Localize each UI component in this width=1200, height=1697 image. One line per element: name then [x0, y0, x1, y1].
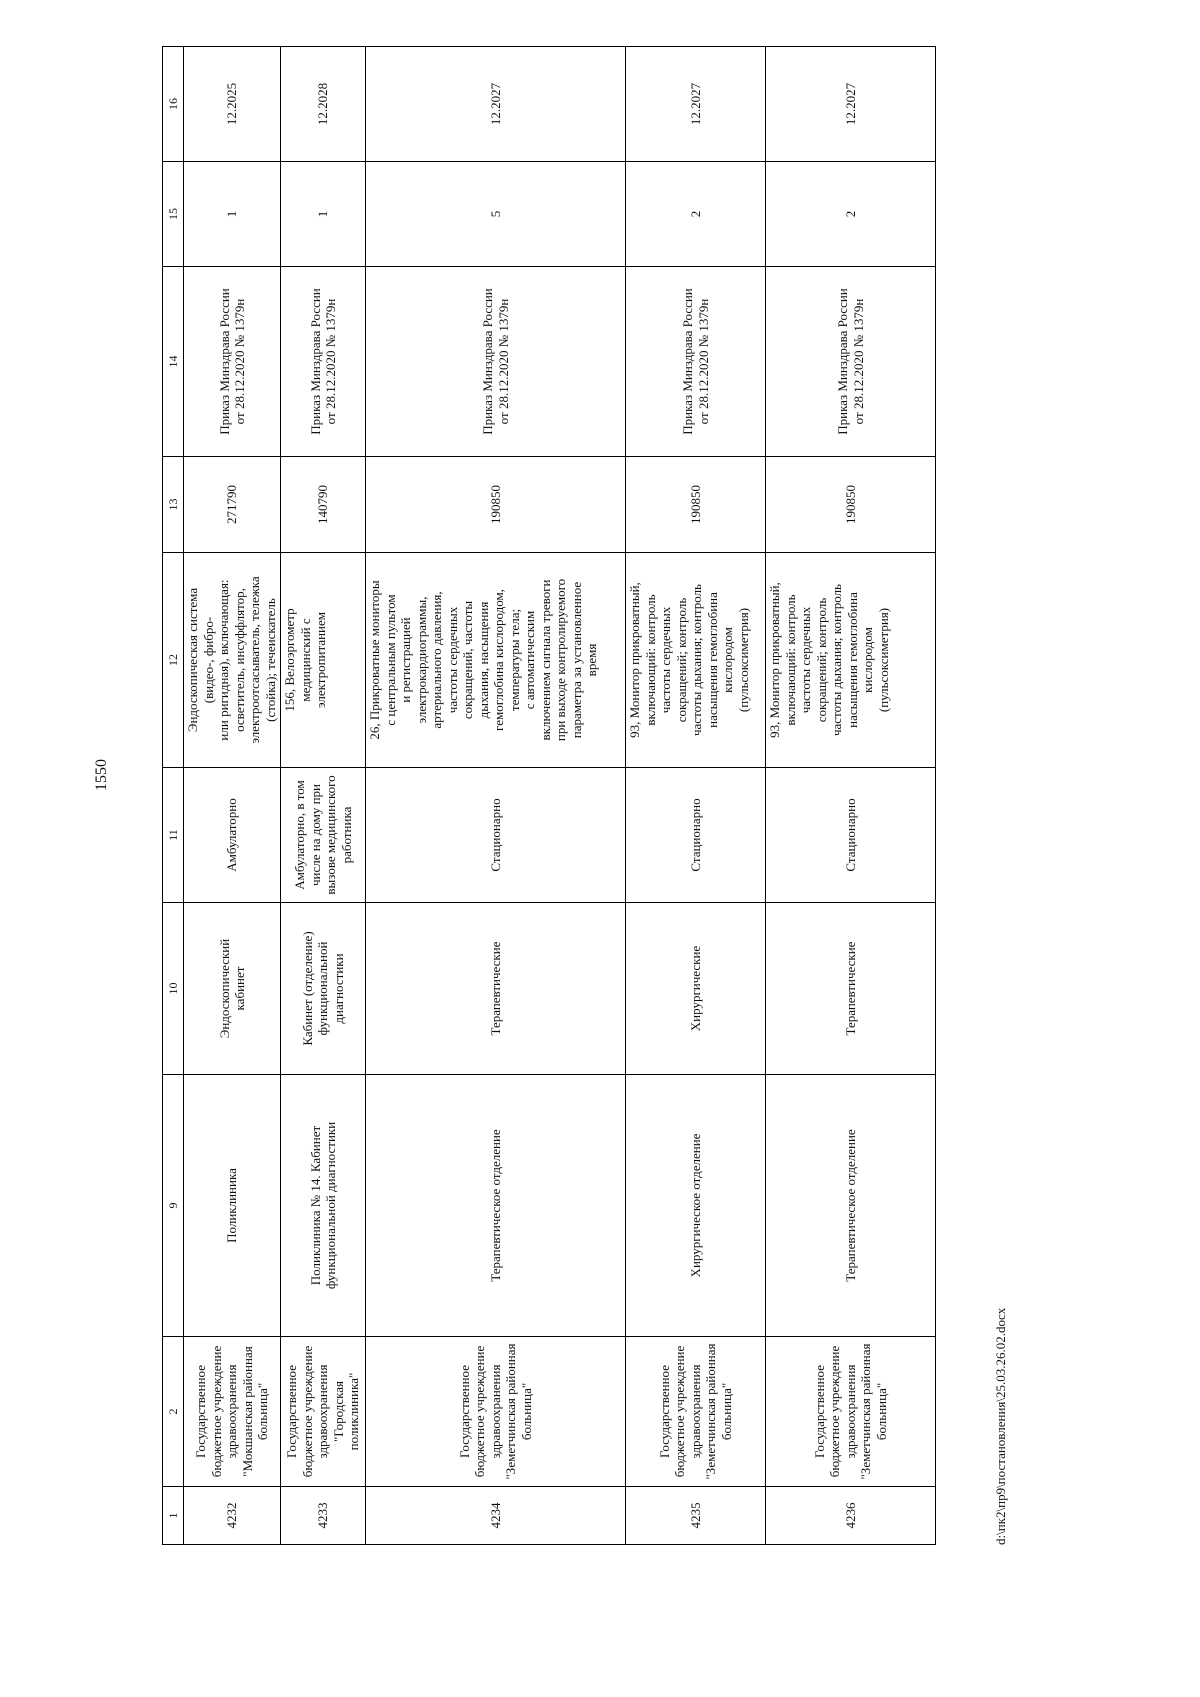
- column-header-1: 1: [163, 1487, 184, 1545]
- subdivision-cell: Поликлиника: [184, 1075, 281, 1337]
- period-cell: 12.2028: [281, 47, 366, 162]
- column-header-16: 16: [163, 47, 184, 162]
- conditions-cell: Амбулаторно: [184, 768, 281, 903]
- equipment-cell: 156, Велоэргометр медицинский с электропитанием: [281, 553, 366, 768]
- basis-cell: Приказ Минздрава России от 28.12.2020 № 1379н: [184, 267, 281, 457]
- row-number-cell: 4233: [281, 1487, 366, 1545]
- basis-cell: Приказ Минздрава России от 28.12.2020 № 1379н: [366, 267, 626, 457]
- equipment-cell: Эндоскопическая система (видео-, фибро- или ригидная), включающая: осветитель, инсуффлятор, электроотсасыватель, тележка (стойка); течеискатель: [184, 553, 281, 768]
- table-row: [626, 47, 766, 1545]
- institution-cell: Государственное бюджетное учреждение здравоохранения "Мокшанская районная больница": [184, 1337, 281, 1487]
- institution-cell: Государственное бюджетное учреждение здравоохранения "Земетчинская районная больница": [766, 1337, 936, 1487]
- unit-cell: Терапевтические: [766, 903, 936, 1075]
- basis-cell: Приказ Минздрава России от 28.12.2020 № 1379н: [766, 267, 936, 457]
- price-cell: 271790: [184, 457, 281, 553]
- column-header-9: 9: [163, 1075, 184, 1337]
- equipment-cell: 93, Монитор прикроватный, включающий: контроль частоты сердечных сокращений; контроль частоты дыхания; контроль насыщения гемоглобина кислородом (пульсоксиметрия): [626, 553, 766, 768]
- column-header-10: 10: [163, 903, 184, 1075]
- price-cell: 190850: [766, 457, 936, 553]
- conditions-cell: Стационарно: [626, 768, 766, 903]
- row-number-cell: 4235: [626, 1487, 766, 1545]
- unit-cell: Эндоскопический кабинет: [184, 903, 281, 1075]
- subdivision-cell: Хирургическое отделение: [626, 1075, 766, 1337]
- basis-cell: Приказ Минздрава России от 28.12.2020 № 1379н: [281, 267, 366, 457]
- basis-cell: Приказ Минздрава России от 28.12.2020 № 1379н: [626, 267, 766, 457]
- conditions-cell: Стационарно: [366, 768, 626, 903]
- quantity-cell: 5: [366, 162, 626, 267]
- table-row: [366, 47, 626, 1545]
- row-number-cell: 4236: [766, 1487, 936, 1545]
- unit-cell: Хирургические: [626, 903, 766, 1075]
- table-row: [281, 47, 366, 1545]
- row-number-cell: 4234: [366, 1487, 626, 1545]
- quantity-cell: 2: [626, 162, 766, 267]
- column-header-2: 2: [163, 1337, 184, 1487]
- period-cell: 12.2027: [626, 47, 766, 162]
- subdivision-cell: Поликлиника № 14. Кабинет функциональной диагностики: [281, 1075, 366, 1337]
- column-header-11: 11: [163, 768, 184, 903]
- institution-cell: Государственное бюджетное учреждение здравоохранения "Городская поликлиника": [281, 1337, 366, 1487]
- unit-cell: Терапевтические: [366, 903, 626, 1075]
- period-cell: 12.2027: [766, 47, 936, 162]
- column-header-14: 14: [163, 267, 184, 457]
- subdivision-cell: Терапевтическое отделение: [766, 1075, 936, 1337]
- subdivision-cell: Терапевтическое отделение: [366, 1075, 626, 1337]
- table-row: [184, 47, 281, 1545]
- file-path-footer: d:\пк2\пр9\постановления\25.03.26.02.docx: [993, 1307, 1008, 1545]
- equipment-cell: 93, Монитор прикроватный, включающий: контроль частоты сердечных сокращений; контроль частоты дыхания; контроль насыщения гемоглобина кислородом (пульсоксиметрия): [766, 553, 936, 768]
- unit-cell: Кабинет (отделение) функциональной диагностики: [281, 903, 366, 1075]
- column-number-header-row: [163, 47, 184, 1545]
- quantity-cell: 1: [281, 162, 366, 267]
- equipment-table: [162, 46, 936, 1545]
- equipment-cell: 26, Прикроватные мониторы с центральным пультом и регистрацией электрокардиограммы, артериального давления, частоты сердечных сокращений, частоты дыхания, насыщения гемоглобина кислородом, температуры тела; с автоматическим включением сигнала тревоги при выходе контролируемого параметра за установленное время: [366, 553, 626, 768]
- institution-cell: Государственное бюджетное учреждение здравоохранения "Земетчинская районная больница": [366, 1337, 626, 1487]
- column-header-13: 13: [163, 457, 184, 553]
- quantity-cell: 2: [766, 162, 936, 267]
- period-cell: 12.2025: [184, 47, 281, 162]
- page-number: 1550: [93, 759, 110, 791]
- quantity-cell: 1: [184, 162, 281, 267]
- price-cell: 190850: [366, 457, 626, 553]
- price-cell: 190850: [626, 457, 766, 553]
- period-cell: 12.2027: [366, 47, 626, 162]
- institution-cell: Государственное бюджетное учреждение здравоохранения "Земетчинская районная больница": [626, 1337, 766, 1487]
- column-header-15: 15: [163, 162, 184, 267]
- price-cell: 140790: [281, 457, 366, 553]
- conditions-cell: Амбулаторно, в том числе на дому при вызове медицинского работника: [281, 768, 366, 903]
- row-number-cell: 4232: [184, 1487, 281, 1545]
- conditions-cell: Стационарно: [766, 768, 936, 903]
- table-row: [766, 47, 936, 1545]
- column-header-12: 12: [163, 553, 184, 768]
